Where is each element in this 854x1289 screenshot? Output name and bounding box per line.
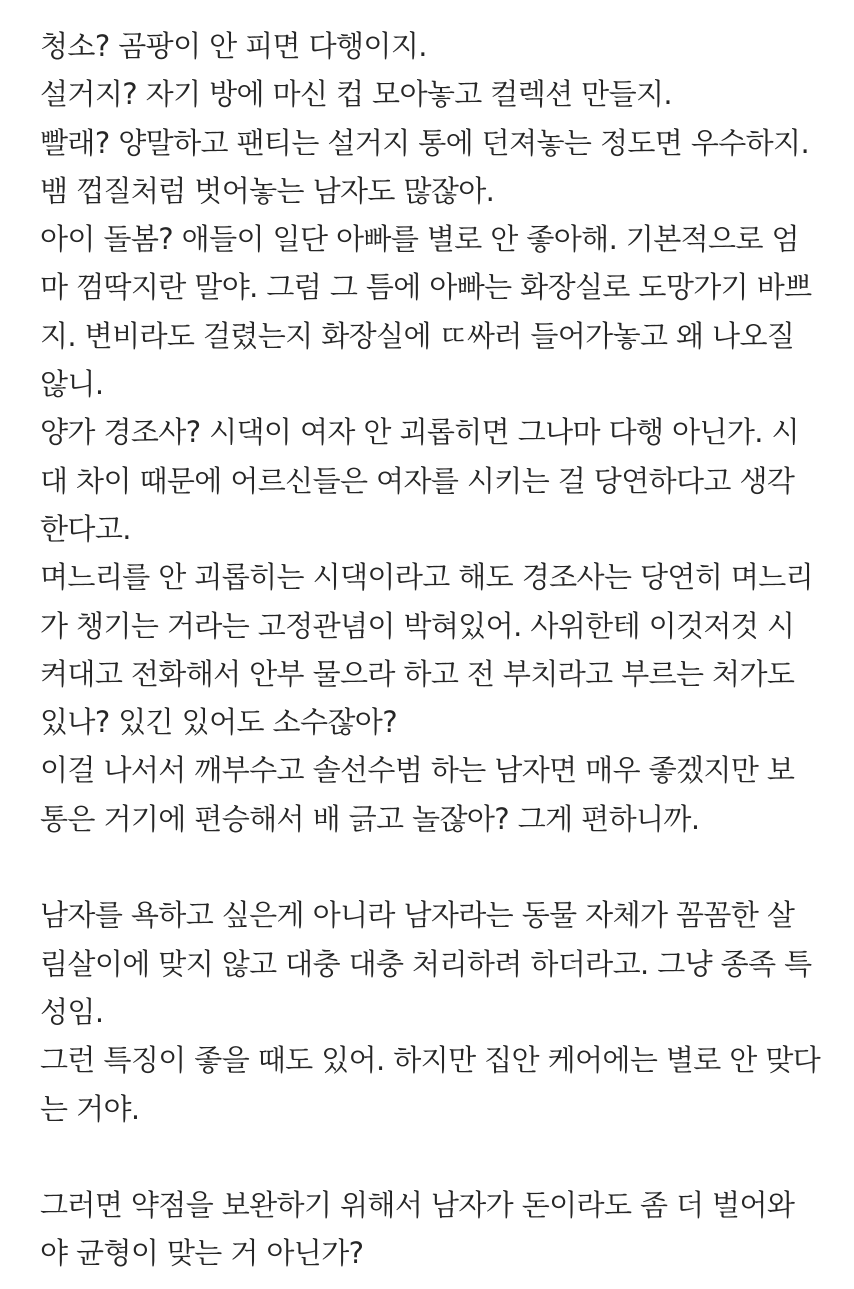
text-line: 가 챙기는 거라는 고정관념이 박혀있어. 사위한테 이것저것 시: [40, 608, 795, 643]
paragraph-gap: [40, 843, 830, 891]
text-line: 아이 돌봄? 애들이 일단 아빠를 별로 안 좋아해. 기본적으로 엄: [40, 222, 799, 257]
text-line: 한다고.: [40, 511, 131, 546]
text-line: 성임.: [40, 994, 104, 1029]
text-line: 는 거야.: [40, 1091, 140, 1126]
text-line: 지. 변비라도 걸렸는지 화장실에 ㄸ싸러 들어가놓고 왜 나오질: [40, 318, 795, 353]
text-line: 남자를 욕하고 싶은게 아니라 남자라는 동물 자체가 꼼꼼한 살: [40, 898, 795, 933]
text-line: 설거지? 자기 방에 마신 컵 모아놓고 컬렉션 만들지.: [40, 77, 673, 112]
text-line: 통은 거기에 편승해서 배 긁고 놀잖아? 그게 편하니까.: [40, 801, 700, 836]
text-line: 양가 경조사? 시댁이 여자 안 괴롭히면 그나마 다행 아닌가. 시: [40, 415, 799, 450]
text-line: 그런 특징이 좋을 때도 있어. 하지만 집안 케어에는 별로 안 맞다: [40, 1043, 821, 1078]
text-line: 청소? 곰팡이 안 피면 다행이지.: [40, 29, 427, 63]
text-line: 림살이에 맞지 않고 대충 대충 처리하려 하더라고. 그냥 종족 특: [40, 946, 812, 981]
text-line: 야 균형이 맞는 거 아닌가?: [40, 1236, 364, 1271]
text-line: 빨래? 양말하고 팬티는 설거지 통에 던져놓는 정도면 우수하지.: [40, 125, 810, 160]
text-line: 켜대고 전화해서 안부 물으라 하고 전 부치라고 부르는 처가도: [40, 656, 795, 691]
text-line: 이걸 나서서 깨부수고 솔선수범 하는 남자면 매우 좋겠지만 보: [40, 753, 795, 788]
post-body: [40, 22, 830, 1278]
text-line: 뱀 껍질처럼 벗어놓는 남자도 많잖아.: [40, 173, 495, 208]
text-line: 마 껌딱지란 말야. 그럼 그 틈에 아빠는 화장실로 도망가기 바쁘: [40, 270, 812, 305]
text-line: 않니.: [40, 367, 104, 402]
text-line: 며느리를 안 괴롭히는 시댁이라고 해도 경조사는 당연히 며느리: [40, 560, 814, 595]
text-line: 대 차이 때문에 어르신들은 여자를 시키는 걸 당연하다고 생각: [40, 463, 795, 498]
paragraph-gap: [40, 1133, 830, 1181]
text-line: 그러면 약점을 보완하기 위해서 남자가 돈이라도 좀 더 벌어와: [40, 1188, 795, 1223]
text-line: 있나? 있긴 있어도 소수잖아?: [40, 705, 397, 740]
